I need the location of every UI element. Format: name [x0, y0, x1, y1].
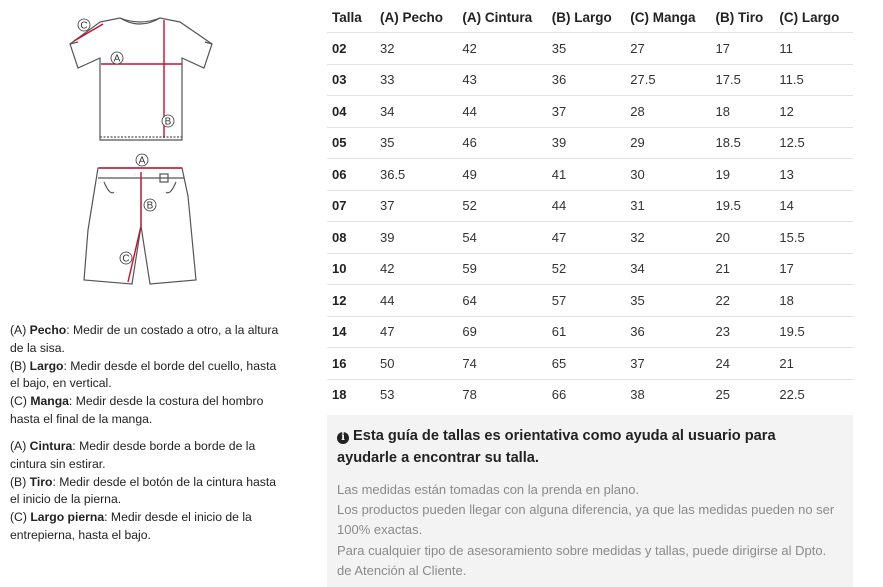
shirt-label-b: B: [164, 116, 172, 128]
measure-cell: 22: [711, 285, 775, 317]
measure-cell: 11.5: [774, 64, 853, 96]
measure-cell: 52: [547, 253, 626, 285]
column-header: (B) Tiro: [715, 9, 764, 25]
shorts-drawing: [84, 168, 196, 284]
legend-item-largo-pierna: (C) Largo pierna: Medir desde el inicio de la entrepierna, hasta el bajo.: [10, 510, 252, 542]
measure-cell: 37: [625, 348, 710, 380]
measure-cell: 32: [625, 222, 710, 254]
measure-cell: 34: [625, 253, 710, 285]
measure-cell: 39: [375, 222, 457, 254]
garment-illustration: [0, 0, 320, 300]
table-row: [327, 316, 853, 348]
note-line: Los productos pueden llegar con alguna diferencia, ya que las medidas pueden no ser 100% exactas.: [337, 502, 835, 538]
table-row: [327, 159, 853, 191]
measure-cell: 23: [711, 316, 775, 348]
measure-cell: 18.5: [711, 127, 775, 159]
table-row: [327, 285, 853, 317]
measure-cell: 46: [457, 127, 546, 159]
measure-cell: 66: [547, 379, 626, 410]
measure-cell: 36: [625, 316, 710, 348]
measure-cell: 31: [625, 190, 710, 222]
shorts-label-b: B: [146, 200, 154, 212]
column-header: (B) Largo: [551, 9, 612, 25]
measure-cell: 17: [774, 253, 853, 285]
size-cell: 14: [327, 316, 375, 348]
measure-cell: 78: [457, 379, 546, 410]
measure-cell: 14: [774, 190, 853, 222]
table-row: [327, 127, 853, 159]
measure-cell: 34: [375, 96, 457, 128]
measure-cell: 43: [457, 64, 546, 96]
measure-cell: 59: [457, 253, 546, 285]
measure-cell: 36: [547, 64, 626, 96]
measure-cell: 39: [547, 127, 626, 159]
table-row: [327, 253, 853, 285]
size-table: [327, 2, 853, 410]
measure-cell: 21: [711, 253, 775, 285]
shirt-label-c: C: [80, 20, 88, 32]
size-cell: 05: [327, 127, 375, 159]
tshirt-drawing: [70, 18, 212, 140]
measure-cell: 42: [457, 33, 546, 65]
column-header: Talla: [332, 9, 362, 25]
column-header: (C) Manga: [630, 9, 696, 25]
measure-cell: 17: [711, 33, 775, 65]
measure-cell: 47: [375, 316, 457, 348]
measure-cell: 36.5: [375, 159, 457, 191]
size-table-header: [327, 2, 853, 33]
measure-cell: 35: [547, 33, 626, 65]
measure-cell: 64: [457, 285, 546, 317]
measure-cell: 27.5: [625, 64, 710, 96]
measure-cell: 24: [711, 348, 775, 380]
table-row: [327, 348, 853, 380]
measure-cell: 44: [457, 96, 546, 128]
shirt-legend: [10, 322, 285, 428]
shorts-label-c: C: [122, 253, 130, 265]
size-cell: 03: [327, 64, 375, 96]
size-cell: 06: [327, 159, 375, 191]
measure-cell: 47: [547, 222, 626, 254]
size-cell: 04: [327, 96, 375, 128]
legend-item-pecho: (A) Pecho: Medir de un costado a otro, a la altura de la sisa.: [10, 323, 279, 355]
measure-cell: 54: [457, 222, 546, 254]
measure-cell: 33: [375, 64, 457, 96]
measure-cell: 19: [711, 159, 775, 191]
measure-cell: 49: [457, 159, 546, 191]
measure-cell: 50: [375, 348, 457, 380]
measure-cell: 17.5: [711, 64, 775, 96]
note-line: Para cualquier tipo de asesoramiento sobre medidas y tallas, puede dirigirse al Dpto. de Atención al Cliente.: [337, 542, 827, 578]
size-cell: 18: [327, 379, 375, 410]
measure-cell: 44: [375, 285, 457, 317]
measure-cell: 61: [547, 316, 626, 348]
measure-cell: 35: [375, 127, 457, 159]
size-cell: 10: [327, 253, 375, 285]
measure-cell: 42: [375, 253, 457, 285]
measure-cell: 22.5: [774, 379, 853, 410]
measure-cell: 65: [547, 348, 626, 380]
measure-cell: 53: [375, 379, 457, 410]
measure-cell: 29: [625, 127, 710, 159]
column-header: (C) Largo: [779, 9, 840, 25]
measure-cell: 21: [774, 348, 853, 380]
legend-item-cintura: (A) Cintura: Medir desde borde a borde de la cintura sin estirar.: [10, 439, 256, 471]
measure-cell: 57: [547, 285, 626, 317]
size-cell: 07: [327, 190, 375, 222]
table-row: [327, 64, 853, 96]
measure-cell: 41: [547, 159, 626, 191]
size-cell: 02: [327, 33, 375, 65]
size-cell: 12: [327, 285, 375, 317]
legend-item-manga: (C) Manga: Medir desde la costura del hombro hasta el final de la manga.: [10, 394, 264, 426]
measure-cell: 37: [375, 190, 457, 222]
table-row: [327, 379, 853, 410]
measure-cell: 15.5: [774, 222, 853, 254]
size-cell: 08: [327, 222, 375, 254]
measure-cell: 28: [625, 96, 710, 128]
measure-cell: 13: [774, 159, 853, 191]
table-row: [327, 33, 853, 65]
measure-cell: 38: [625, 379, 710, 410]
measure-cell: 74: [457, 348, 546, 380]
column-header: (A) Pecho: [379, 9, 443, 25]
note-line: Las medidas están tomadas con la prenda en plano.: [337, 482, 640, 497]
measure-cell: 35: [625, 285, 710, 317]
shirt-label-a: A: [113, 53, 121, 65]
note-heading: i Esta guía de tallas es orientativa como ayuda al usuario para ayudarle a encontrar su talla.: [337, 428, 776, 466]
measure-cell: 11: [774, 33, 853, 65]
measure-cell: 19.5: [774, 316, 853, 348]
measure-cell: 20: [711, 222, 775, 254]
size-cell: 16: [327, 348, 375, 380]
shorts-legend: [10, 438, 285, 544]
measure-cell: 18: [774, 285, 853, 317]
table-row: [327, 96, 853, 128]
table-row: [327, 190, 853, 222]
measure-cell: 25: [711, 379, 775, 410]
measure-cell: 30: [625, 159, 710, 191]
note-body: [337, 480, 842, 581]
measure-cell: 27: [625, 33, 710, 65]
table-row: [327, 222, 853, 254]
shorts-label-a: A: [138, 155, 146, 167]
legend-item-tiro: (B) Tiro: Medir desde el botón de la cintura hasta el inicio de la pierna.: [10, 474, 277, 506]
info-note: [327, 415, 853, 587]
measure-cell: 18: [711, 96, 775, 128]
info-circle-icon: i: [337, 432, 349, 444]
measure-cell: 12: [774, 96, 853, 128]
measure-cell: 19.5: [711, 190, 775, 222]
measure-cell: 32: [375, 33, 457, 65]
measure-cell: 44: [547, 190, 626, 222]
measure-cell: 37: [547, 96, 626, 128]
measure-cell: 52: [457, 190, 546, 222]
measure-cell: 69: [457, 316, 546, 348]
legend-item-largo: (B) Largo: Medir desde el borde del cuello, hasta el bajo, en vertical.: [10, 358, 277, 390]
column-header: (A) Cintura: [462, 9, 533, 25]
measure-cell: 12.5: [774, 127, 853, 159]
